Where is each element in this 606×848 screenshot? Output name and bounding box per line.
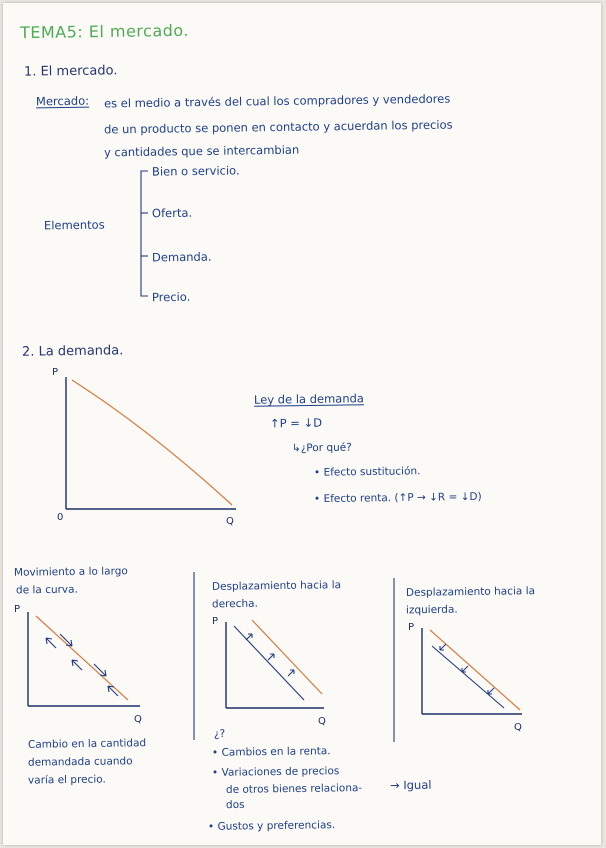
cause-related-prices-1: • Variaciones de precios: [211, 765, 340, 779]
origin-label: 0: [57, 512, 64, 523]
left-shift-x-label: Q: [514, 722, 522, 733]
effect-substitution: • Efecto sustitución.: [313, 465, 421, 479]
cause-tastes: • Gustos y preferencias.: [207, 819, 336, 833]
cause-related-prices-3: dos: [225, 798, 245, 812]
arrow-up-3: [108, 686, 118, 696]
right-shift-x-label: Q: [318, 716, 326, 727]
law-question: ↳¿Por qué?: [291, 441, 352, 455]
definition-line-2: de un producto se ponen en contacto y acuerdan los precios: [103, 117, 453, 137]
y-axis-label: P: [52, 367, 59, 378]
movement-caption-2: demandada cuando: [27, 755, 133, 769]
element-item-3: Demanda.: [151, 249, 212, 265]
left-shift-title-1: Desplazamiento hacia la: [405, 585, 536, 599]
arrow-up-1: [46, 638, 56, 648]
elements-label: Elementos: [43, 217, 105, 233]
movement-x-label: Q: [134, 714, 142, 725]
movement-caption-3: varía el precio.: [27, 773, 106, 787]
demand-curve: [72, 380, 232, 505]
demand-graph: [52, 367, 236, 527]
element-item-4: Precio.: [151, 289, 191, 305]
movement-demand-curve: [36, 616, 128, 700]
definition-line-3: y cantidades que se intercambian: [103, 142, 300, 160]
law-title: Ley de la demanda: [253, 391, 365, 407]
right-shift-graph: [212, 616, 326, 727]
element-item-2: Oferta.: [151, 205, 193, 221]
right-shift-title-1: Desplazamiento hacia la: [211, 579, 342, 593]
x-axis-label: Q: [226, 516, 234, 527]
movement-title-1: Movimiento a lo largo: [13, 565, 128, 579]
left-shift-y-label: P: [408, 622, 415, 633]
shifted-curve-left: [432, 646, 504, 708]
right-shift-y-label: P: [212, 616, 219, 627]
movement-title-2: de la curva.: [15, 583, 78, 597]
effect-income: • Efecto renta. (↑P → ↓R = ↓D): [313, 490, 482, 506]
right-shift-question: ¿?: [213, 727, 226, 741]
law-formula: ↑P = ↓D: [269, 415, 323, 431]
shifted-curve-right: [252, 620, 322, 694]
elements-bracket: [141, 171, 148, 296]
equal-note: → Igual: [389, 777, 432, 793]
page-title: TEMA5: El mercado.: [19, 20, 190, 43]
original-curve-left-panel: [430, 630, 520, 710]
left-shift-graph: [408, 622, 522, 733]
element-item-1: Bien o servicio.: [151, 163, 240, 179]
arrow-up-2: [72, 660, 82, 670]
section-1-heading: 1. El mercado.: [23, 63, 118, 80]
definition-line-1: es el medio a través del cual los compradores y vendedores: [103, 91, 451, 111]
cause-related-prices-2: de otros bienes relaciona-: [225, 782, 363, 796]
movement-caption-1: Cambio en la cantidad: [27, 737, 147, 751]
market-term: Mercado:: [35, 93, 90, 109]
cause-income: • Cambios en la renta.: [211, 745, 331, 759]
movement-graph: [14, 604, 142, 725]
section-2-heading: 2. La demanda.: [21, 343, 124, 360]
left-shift-title-2: izquierda.: [405, 603, 458, 617]
right-shift-title-2: derecha.: [211, 597, 258, 611]
movement-y-label: P: [14, 604, 21, 615]
